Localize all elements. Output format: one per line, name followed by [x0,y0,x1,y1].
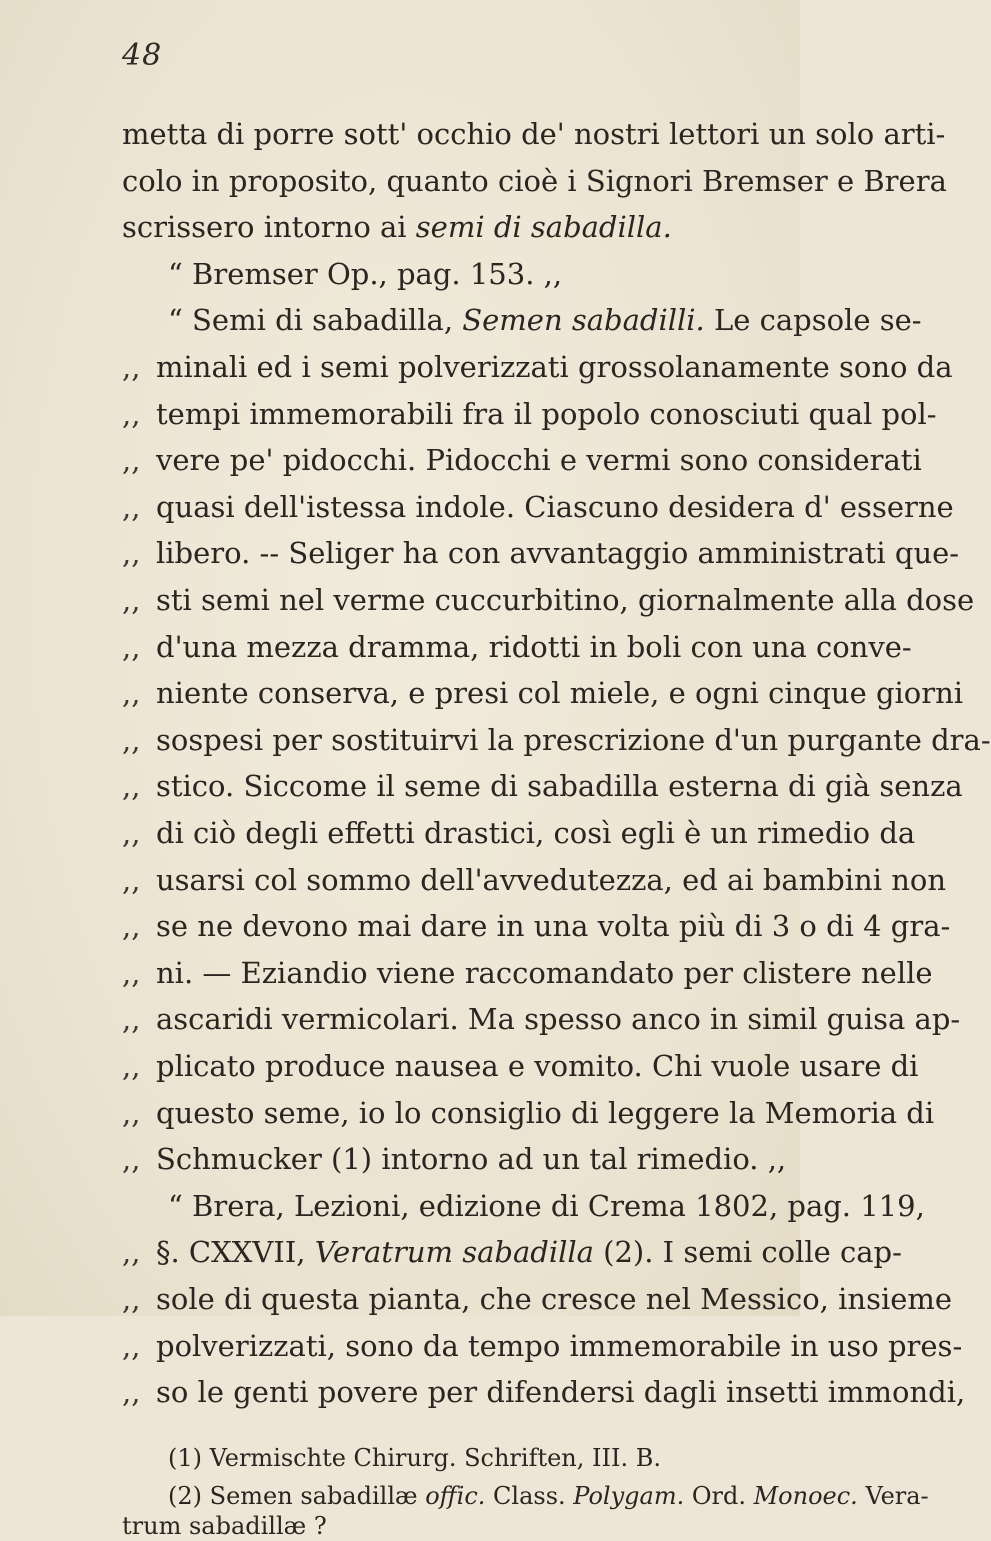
quote-mark: ,, [122,1142,141,1177]
bremser-line-text: d'una mezza dramma, ridotti in boli con una conve- [156,629,912,664]
bremser-line-text: plicato produce nausea e vomito. Chi vuole usare di [156,1049,919,1083]
quote-mark: ,, [122,676,141,711]
bremser-line-text: stico. Siccome il seme di sabadilla esterna di già senza [156,769,963,804]
brera-first-pre: §. CXXVII, [156,1235,315,1270]
bremser-line-text: Schmucker (1) intorno ad un tal rimedio. ,, [156,1142,787,1177]
bremser-line-5 [122,535,959,571]
quote-mark: ,, [122,1328,141,1363]
intro-line-3-text: scrissero intorno ai [122,210,416,245]
bremser-line-16 [122,1048,918,1084]
quote-mark: ,, [122,629,141,664]
quote-mark: ,, [122,443,141,478]
footnote-2-mid: Class. [485,1481,574,1510]
quote-mark: ,, [122,396,141,431]
brera-heading-text: “ Brera, Lezioni, edizione di Crema 1802, pag. 119, [168,1188,925,1223]
brera-line-1 [122,1281,952,1317]
bremser-line-text: sospesi per sostituirvi la prescrizione d'un purgante dra- [156,722,991,757]
quote-mark: ,, [122,1235,141,1270]
intro-line-3 [122,209,672,245]
quote-mark: ,, [122,862,141,897]
bremser-line-text: sti semi nel verme cuccurbitino, giornalmente alla dose [156,583,975,617]
quote-mark: ,, [122,1095,141,1130]
quote-mark: ,, [122,909,141,944]
bremser-line-text: se ne devono mai dare in una volta più di 3 o di 4 gra- [156,909,951,944]
quote-mark: ,, [122,1375,141,1410]
bremser-line-11 [122,815,915,851]
page-number: 48 [122,38,163,73]
quote-mark: ,, [122,1002,141,1037]
quote-mark: ,, [122,769,141,804]
quote-mark: ,, [122,722,141,757]
bremser-line-6 [122,582,974,618]
bremser-line-18 [122,1141,786,1177]
footnote-2-post: Vera- [857,1481,929,1510]
bremser-line-text: questo seme, io lo consiglio di leggere la Memoria di [156,1095,935,1130]
bremser-line-17 [122,1095,934,1131]
quote-mark: ,, [122,955,141,990]
brera-first-line [122,1234,902,1270]
footnote-2-italic-2: Polygam. [573,1481,685,1510]
brera-first-post: (2). I semi colle cap- [593,1235,902,1270]
bremser-line-3 [122,442,922,478]
bremser-line-text: niente conserva, e presi col miele, e ogni cinque giorni [156,676,964,711]
brera-heading [168,1188,925,1224]
bremser-line-text: libero. -- Seliger ha con avvantaggio amministrati que- [156,536,960,571]
quote-mark: ,, [122,1049,141,1083]
bremser-line-10 [122,768,963,804]
bremser-line-text: ni. — Eziandio viene raccomandato per clistere nelle [156,955,933,990]
bremser-line-8 [122,675,963,711]
bremser-line-7 [122,629,912,665]
bremser-line-text: usarsi col sommo dell'avvedutezza, ed ai bambini non [156,862,947,897]
bremser-line-2 [122,396,937,432]
footnote-1-text: (1) Vermischte Chirurg. Schriften, III. B. [168,1443,661,1472]
bremser-line-9 [122,722,991,758]
bremser-heading: “ Bremser Op., pag. 153. ,, [168,256,563,291]
footnote-2-continued [122,1511,327,1541]
bremser-line-text: ascaridi vermicolari. Ma spesso anco in simil guisa ap- [156,1002,961,1037]
bremser-line-13 [122,908,950,944]
footnote-2 [168,1481,929,1511]
brera-line-3 [122,1374,965,1410]
quote-mark: ,, [122,489,141,524]
bremser-first-post: Le capsole se- [704,303,922,338]
intro-line-1: metta di porre sott' occhio de' nostri lettori un solo arti- [122,117,946,151]
footnote-1 [168,1443,661,1473]
bremser-line-text: minali ed i semi polverizzati grossolanamente sono da [156,350,953,384]
footnote-2-italic-1: offic. [425,1481,486,1510]
brera-first-italic: Veratrum sabadilla [314,1235,594,1270]
quote-mark: ,, [122,583,141,617]
brera-line-text: sole di questa pianta, che cresce nel Messico, insieme [156,1282,953,1316]
intro-line-2: colo in proposito, quanto cioè i Signori Bremser e Brera [122,163,947,198]
quote-mark: ,, [122,816,141,850]
bremser-first-line [168,302,922,338]
quote-mark: ,, [122,350,141,384]
bremser-line-14 [122,955,933,991]
quote-mark: ,, [122,1282,141,1316]
footnote-2-italic-3: Monoec. [753,1481,858,1510]
bremser-line-text: quasi dell'istessa indole. Ciascuno desidera d' esserne [156,489,954,524]
footnote-2-mid2: Ord. [684,1481,754,1510]
bremser-line-12 [122,862,946,898]
brera-line-2 [122,1328,962,1364]
bremser-line-1 [122,349,953,385]
bremser-first-italic: Semen sabadilli. [462,303,705,338]
footnote-2-pre: (2) Semen sabadillæ [168,1481,426,1510]
footnote-2-cont-text: trum sabadillæ ? [122,1511,327,1540]
quote-mark: ,, [122,536,141,571]
bremser-line-15 [122,1001,960,1037]
bremser-line-text: tempi immemorabili fra il popolo conosciuti qual pol- [156,396,937,431]
bremser-line-text: di ciò degli effetti drastici, così egli è un rimedio da [156,816,916,850]
bremser-line-4 [122,489,954,525]
intro-italic: semi di sabadilla. [415,210,672,245]
bremser-line-text: vere pe' pidocchi. Pidocchi e vermi sono considerati [156,443,922,478]
brera-line-text: polverizzati, sono da tempo immemorabile in uso pres- [156,1328,963,1363]
bremser-first-pre: “ Semi di sabadilla, [168,303,463,338]
brera-line-text: so le genti povere per difendersi dagli insetti immondi, [156,1375,966,1410]
